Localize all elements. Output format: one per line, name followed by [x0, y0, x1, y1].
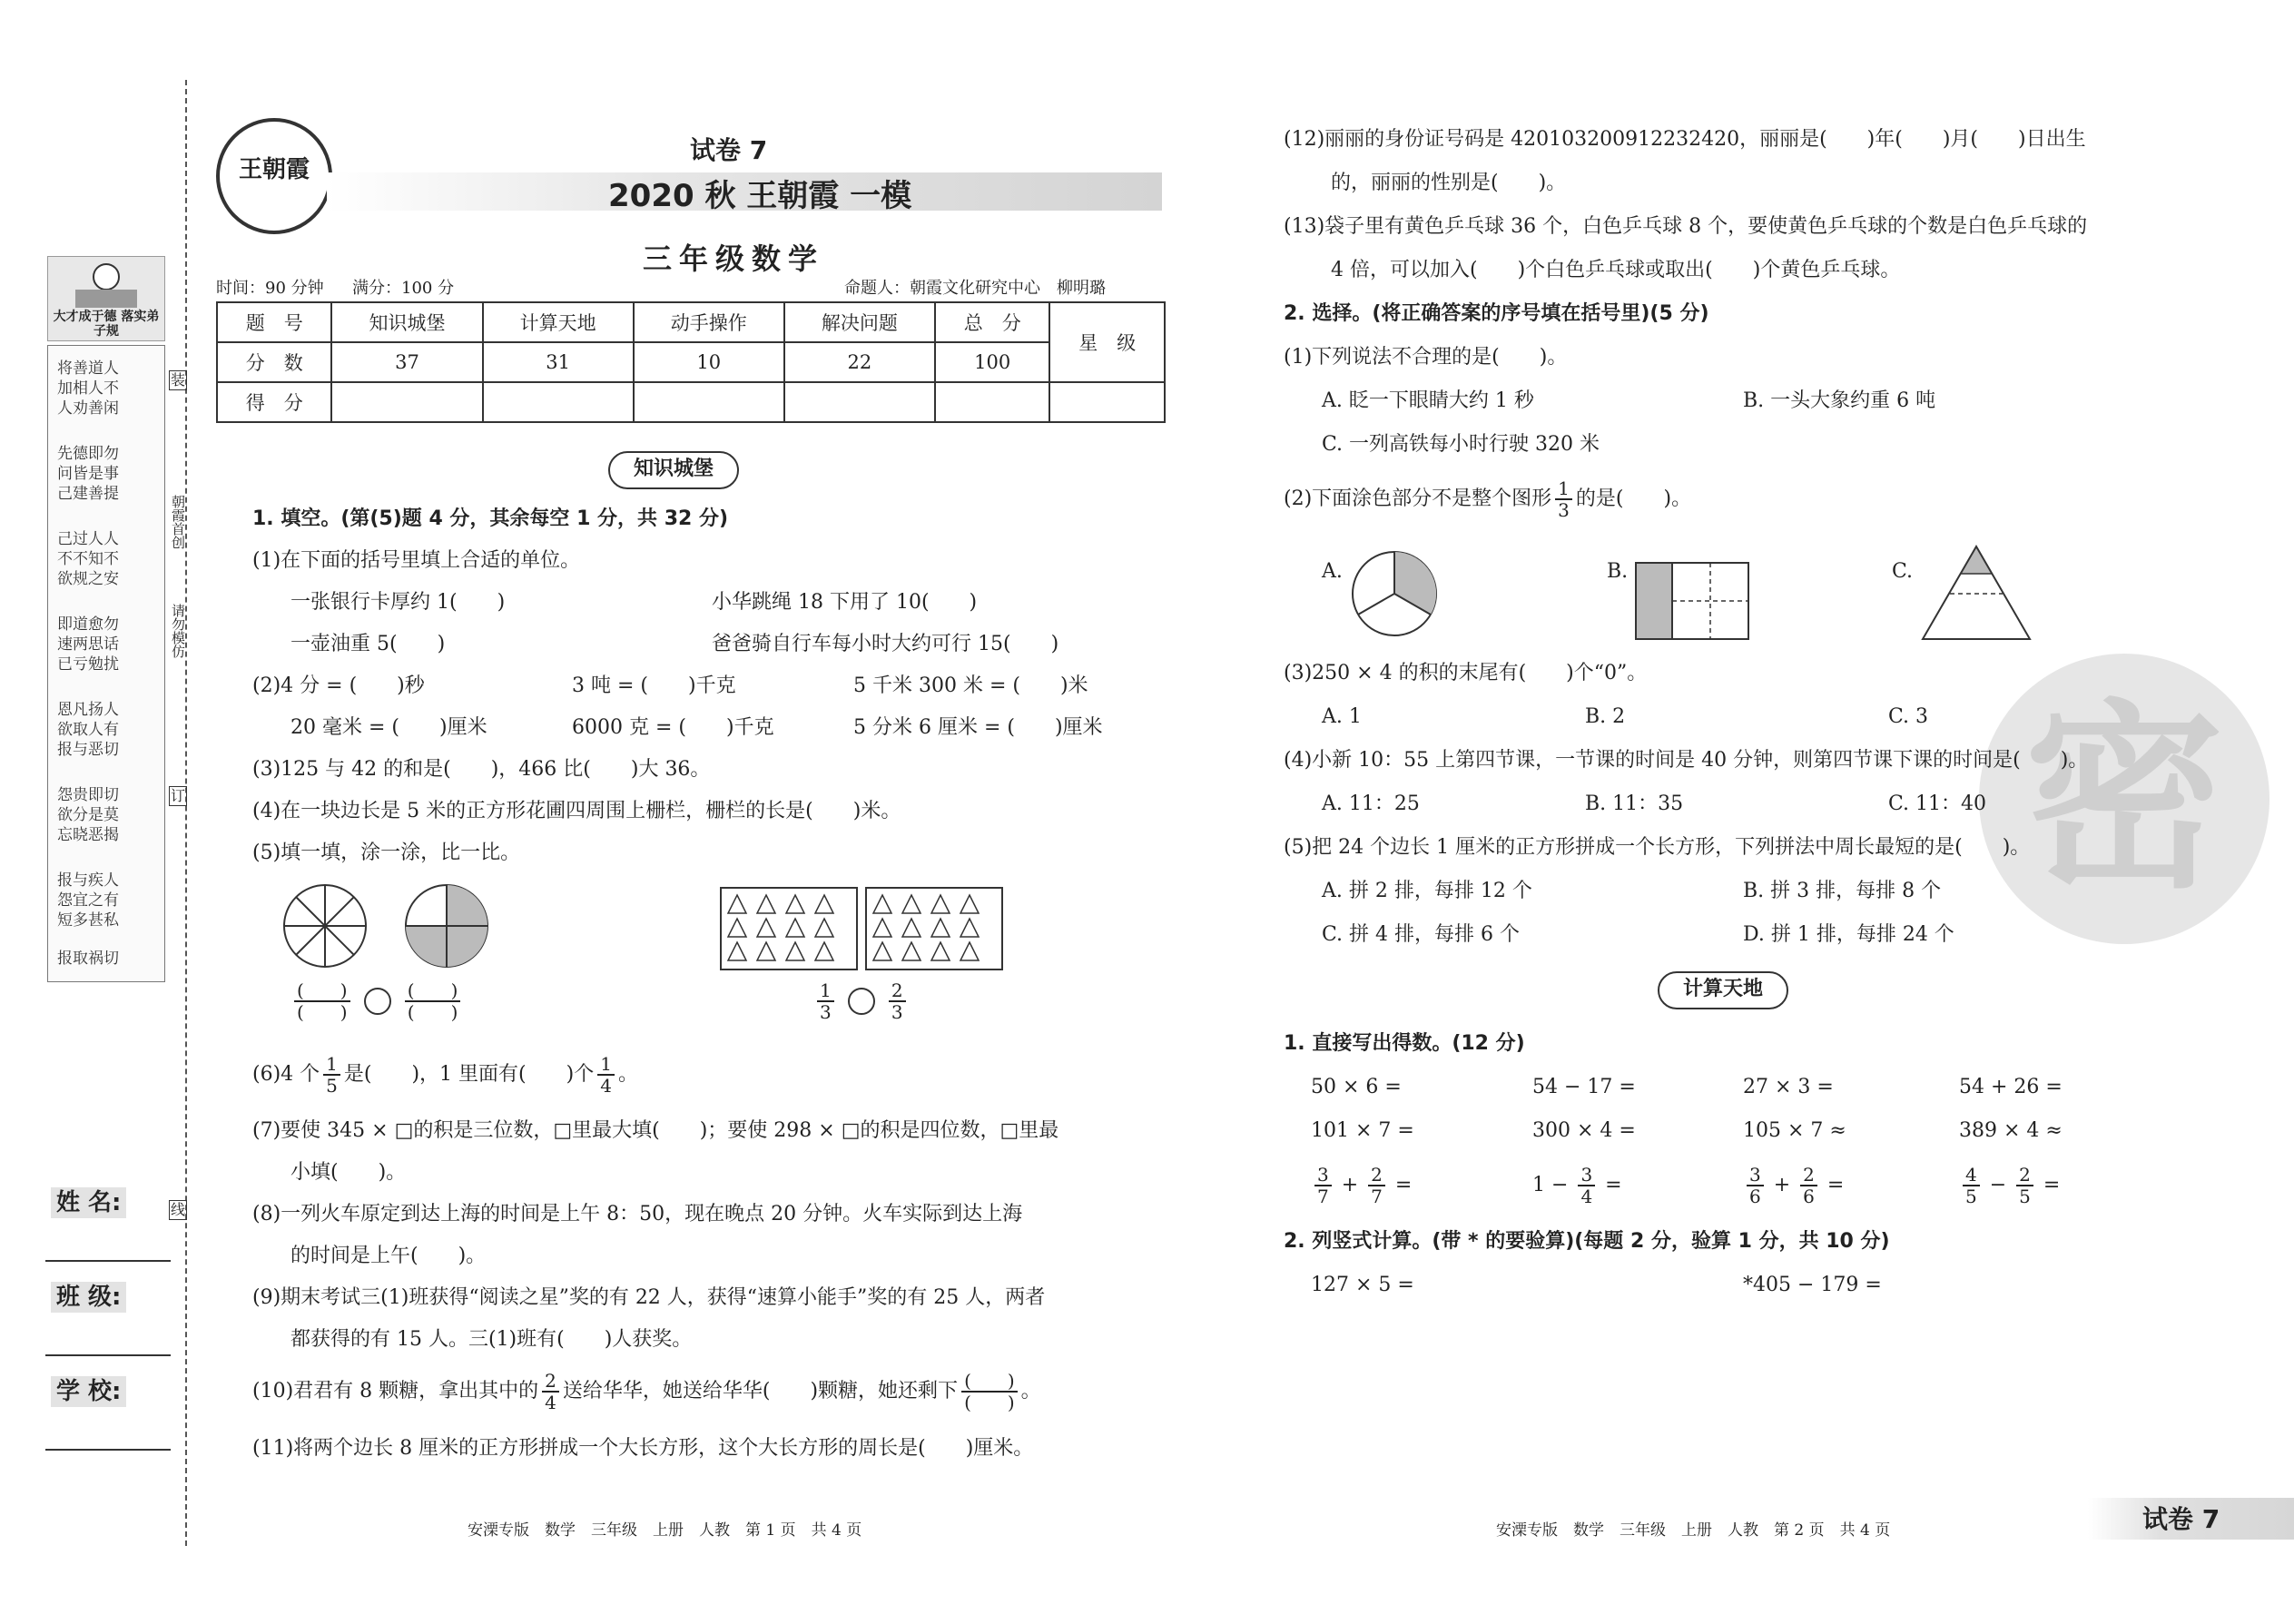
svg-text:报与疾人: 报与疾人 [57, 871, 119, 890]
sidebar-banner [47, 256, 165, 341]
svg-text:短多甚私: 短多甚私 [57, 911, 119, 930]
compare-circle-1[interactable] [364, 988, 391, 1015]
got-cell-2[interactable] [483, 382, 634, 422]
svg-text:恩凡扬人: 恩凡扬人 [57, 701, 119, 719]
q1-13b: 4 倍，可以加入( )个白色乒乓球或取出( )个黄色乒乓球。 [1331, 259, 1901, 281]
c2-a[interactable]: 127 × 5 = [1311, 1274, 1414, 1296]
sidebar-banner-text: 大才成于德 落实弟子规 [53, 310, 160, 339]
c2-b[interactable]: *405 − 179 = [1743, 1274, 1882, 1296]
q1-6: (6)4 个 $\frac{1}{5}$ 是( )，1 里面有( )个 $\frac{1}{4}$ 。 [252, 1053, 638, 1097]
got-cell-rating[interactable] [1049, 382, 1165, 422]
corner-tab [2088, 1498, 2294, 1540]
svg-text:不不知不: 不不知不 [57, 550, 119, 568]
motto-columns [48, 346, 164, 981]
binding-stamp-2: 订 [171, 787, 186, 804]
q1-8a: (8)一列火车原定到达上海的时间是上午 8：50，现在晚点 20 分钟。火车实际到达上海 [252, 1203, 1023, 1225]
svg-text:速两思话: 速两思话 [57, 635, 119, 654]
q2-3B[interactable]: B. 2 [1585, 705, 1626, 728]
q2-5C[interactable]: C. 拼 4 排，每排 6 个 [1322, 923, 1521, 946]
svg-text:报取祸切: 报取祸切 [57, 950, 119, 968]
c1-r3-2[interactable]: 1 − $\frac{3}{4}$ = [1532, 1164, 1622, 1207]
q2-1A[interactable]: A. 眨一下眼睛大约 1 秒 [1322, 389, 1534, 412]
got-cell-4[interactable] [784, 382, 935, 422]
q1-2a: (2)4 分 = ( )秒 [252, 674, 425, 697]
q2-3A[interactable]: A. 1 [1322, 705, 1362, 728]
q1-1b: 小华跳绳 18 下用了 10( ) [712, 591, 978, 614]
q1-9b: 都获得的有 15 人。三(1)班有( )人获奖。 [290, 1328, 693, 1351]
score-header-4: 动手操作 [634, 302, 784, 342]
q1-12b: 的，丽丽的性别是( )。 [1331, 172, 1567, 194]
q1-9a: (9)期末考试三(1)班获得“阅读之星”奖的有 22 人，获得“速算小能手”奖的有 25 人，两者 [252, 1286, 1046, 1309]
c1-r1-3[interactable]: 27 × 3 = [1743, 1076, 1834, 1098]
exam-time: 时间：90 分钟 [216, 279, 324, 298]
q1-5-compare-right[interactable]: $\frac{1}{3}$ $\frac{2}{3}$ [813, 980, 910, 1022]
q1-2d: 20 毫米 = ( )厘米 [290, 716, 487, 739]
q1-12a: (12)丽丽的身份证号码是 420103200912232420，丽丽是( )年( )月( )日出生 [1284, 128, 2086, 151]
circle-eighths [284, 885, 366, 967]
q2-3: (3)250 × 4 的积的末尾有( )个“0”。 [1284, 662, 1648, 684]
q1-2e: 6000 克 = ( )千克 [572, 716, 774, 739]
svg-text:即道愈勿: 即道愈勿 [57, 615, 119, 634]
q2-5D[interactable]: D. 拼 1 排，每排 24 个 [1743, 923, 1954, 946]
school-line[interactable] [45, 1449, 171, 1451]
q1-2b: 3 吨 = ( )千克 [572, 674, 736, 697]
brand-logo-text: 王朝霞 [238, 156, 310, 183]
q2-5: (5)把 24 个边长 1 厘米的正方形拼成一个长方形，下列拼法中周长最短的是( )。 [1284, 836, 2031, 859]
svg-text:人劝善闲: 人劝善闲 [57, 399, 119, 418]
scholar-icon [48, 257, 164, 311]
footer-left: 安溧专版 数学 三年级 上册 人教 第 1 页 共 4 页 [468, 1521, 862, 1540]
svg-text:怨宜之有: 怨宜之有 [57, 891, 119, 910]
exam-title: 2020 秋 王朝霞 一模 [608, 178, 912, 214]
c1-r3-1[interactable]: $\frac{3}{7}$ + $\frac{2}{7}$ = [1311, 1160, 1412, 1211]
q1-1c: 一壶油重 5( ) [290, 633, 446, 655]
q2-2C-label[interactable]: C. [1892, 560, 1914, 583]
svg-text:将善道人: 将善道人 [57, 359, 119, 378]
svg-text:先德即勿: 先德即勿 [57, 445, 119, 463]
q2-3C[interactable]: C. 3 [1888, 705, 1929, 728]
svg-text:欲取人有: 欲取人有 [57, 721, 119, 739]
corner-paper-no: 试卷 7 [2142, 1504, 2220, 1534]
q1-13a: (13)袋子里有黄色乒乓球 36 个，白色乒乓球 8 个，要使黄色乒乓球的个数是白色乒乓球的 [1284, 215, 2088, 238]
score-table [216, 301, 1166, 423]
score-value-3: 10 [634, 342, 784, 382]
q1-10: (10)君君有 8 颗糖，拿出其中的 $\frac{2}{4}$ 送给华华，她送给华华( )颗糖，她还剩下 $\frac{( )}{( )}$ 。 [252, 1370, 1041, 1413]
got-cell-total[interactable] [935, 382, 1049, 422]
brand-logo [216, 118, 332, 234]
q2-2A-circle-thirds [1351, 550, 1442, 641]
svg-text:已亏勉扰: 已亏勉扰 [57, 655, 119, 674]
class-label: 班 级: [51, 1282, 126, 1313]
q1-5-compare-left[interactable]: $\frac{( )}{( )}$ $\frac{( )}{( )}$ [290, 980, 464, 1022]
side-word-2: 请勿模仿 [170, 604, 186, 658]
q1-2c: 5 千米 300 米 = ( )米 [853, 674, 1088, 697]
binding-stamp-1: 装 [171, 371, 186, 389]
svg-text:加相人不: 加相人不 [57, 379, 119, 398]
c1-r2-2[interactable]: 300 × 4 = [1532, 1119, 1636, 1142]
c2-title: 2. 列竖式计算。(带 * 的要验算)(每题 2 分，验算 1 分，共 10 分) [1284, 1230, 1890, 1253]
q1-5-circles [281, 882, 508, 982]
q2-4B[interactable]: B. 11：35 [1585, 792, 1684, 815]
paper-number: 试卷 7 [690, 135, 768, 165]
q1-1a: 一张银行卡厚约 1( ) [290, 591, 506, 614]
q2-2: (2)下面涂色部分不是整个图形 $\frac{1}{3}$ 的是( )。 [1284, 477, 1692, 521]
binding-stamp-3: 线 [171, 1201, 186, 1218]
score-value-total: 100 [935, 342, 1049, 382]
q2-4C[interactable]: C. 11：40 [1888, 792, 1987, 815]
svg-text:报与恶切: 报与恶切 [57, 741, 119, 759]
score-header-rating: 星 级 [1049, 302, 1165, 382]
footer-right: 安溧专版 数学 三年级 上册 人教 第 2 页 共 4 页 [1496, 1521, 1891, 1540]
q1-5-triangles [717, 886, 1008, 973]
class-line[interactable] [45, 1354, 171, 1356]
q2-2A-label[interactable]: A. [1322, 560, 1343, 583]
svg-text:欲规之安: 欲规之安 [57, 570, 119, 588]
got-row-label: 得 分 [217, 382, 331, 422]
got-cell-3[interactable] [634, 382, 784, 422]
watermark-char: 密 [2023, 683, 2224, 915]
q2-5B[interactable]: B. 拼 3 排，每排 8 个 [1743, 880, 1942, 902]
q2-2B-label[interactable]: B. [1607, 560, 1629, 583]
q1-5: (5)填一填，涂一涂，比一比。 [252, 842, 521, 864]
c1-r2-1[interactable]: 101 × 7 = [1311, 1119, 1414, 1142]
q1-4: (4)在一块边长是 5 米的正方形花圃四周围上栅栏，栅栏的长是( )米。 [252, 800, 901, 822]
name-line[interactable] [45, 1260, 171, 1262]
svg-text:问皆是事: 问皆是事 [57, 465, 119, 483]
q2-1: (1)下列说法不合理的是( )。 [1284, 346, 1568, 369]
q2-2C-triangle [1919, 543, 2033, 643]
q1-2f: 5 分米 6 厘米 = ( )厘米 [853, 716, 1103, 739]
q2-2B-rectangle [1634, 561, 1752, 643]
svg-text:己过人人: 己过人人 [57, 530, 119, 548]
c1-r3-3[interactable]: $\frac{3}{6}$ + $\frac{2}{6}$ = [1743, 1160, 1844, 1211]
c1-r2-3[interactable]: 105 × 7 ≈ [1743, 1119, 1846, 1142]
section-calculation: 计算天地 [1658, 971, 1788, 1009]
svg-text:忘晓恶揭: 忘晓恶揭 [57, 826, 119, 844]
q2-5A[interactable]: A. 拼 2 排，每排 12 个 [1322, 880, 1532, 902]
binding-dashed-line [185, 80, 187, 1546]
c1-title: 1. 直接写出得数。(12 分) [1284, 1032, 1525, 1055]
circle-quarters-shaded [406, 885, 487, 967]
c1-r1-2[interactable]: 54 − 17 = [1532, 1076, 1636, 1098]
score-header-3: 计算天地 [483, 302, 634, 342]
score-header-6: 总 分 [935, 302, 1049, 342]
q2-4A[interactable]: A. 11：25 [1322, 792, 1420, 815]
q2-title: 2. 选择。(将正确答案的序号填在括号里)(5 分) [1284, 302, 1709, 325]
q1-1: (1)在下面的括号里填上合适的单位。 [252, 549, 581, 572]
author: 命题人：朝霞文化研究中心 柳明璐 [844, 279, 1106, 298]
section-knowledge-castle: 知识城堡 [608, 451, 739, 489]
q1-7a: (7)要使 345 × □的积是三位数，□里最大填( )；要使 298 × □的积是四位数，□里最 [252, 1119, 1059, 1142]
compare-circle-2[interactable] [848, 988, 875, 1015]
c1-r3-4[interactable]: $\frac{4}{5}$ − $\frac{2}{5}$ = [1959, 1160, 2060, 1211]
name-label: 姓 名: [51, 1187, 126, 1218]
c1-r1-1[interactable]: 50 × 6 = [1311, 1076, 1402, 1098]
c1-r2-4[interactable]: 389 × 4 ≈ [1959, 1119, 2063, 1142]
score-row-label: 分 数 [217, 342, 331, 382]
q1-3: (3)125 与 42 的和是( )，466 比( )大 36。 [252, 758, 711, 781]
full-score: 满分：100 分 [352, 279, 455, 298]
q2-1B[interactable]: B. 一头大象约重 6 吨 [1743, 389, 1936, 412]
subject-title: 三年级数学 [643, 241, 825, 276]
score-value-4: 22 [784, 342, 935, 382]
svg-text:己建善提: 己建善提 [57, 485, 119, 503]
q1-1d: 爸爸骑自行车每小时大约可行 15( ) [712, 633, 1059, 655]
score-header-2: 知识城堡 [331, 302, 482, 342]
got-cell-1[interactable] [331, 382, 482, 422]
motto-panel [47, 345, 165, 982]
q1-8b: 的时间是上午( )。 [290, 1245, 487, 1267]
score-value-2: 31 [483, 342, 634, 382]
confidential-watermark [1979, 654, 2269, 944]
c1-r1-4[interactable]: 54 + 26 = [1959, 1076, 2063, 1098]
score-header-1: 题 号 [217, 302, 331, 342]
q2-4: (4)小新 10：55 上第四节课，一节课的时间是 40 分钟，则第四节课下课的时间是( )。 [1284, 749, 2089, 772]
q1-title: 1. 填空。(第(5)题 4 分，其余每空 1 分，共 32 分) [252, 507, 729, 530]
score-value-1: 37 [331, 342, 482, 382]
school-label: 学 校: [51, 1376, 126, 1407]
side-word-1: 朝霞首创 [170, 495, 186, 549]
q2-1C[interactable]: C. 一列高铁每小时行驶 320 米 [1322, 433, 1600, 456]
score-header-5: 解决问题 [784, 302, 935, 342]
svg-text:欲分是莫: 欲分是莫 [57, 806, 119, 824]
svg-text:怨贵即切: 怨贵即切 [57, 786, 119, 804]
q1-11: (11)将两个边长 8 厘米的正方形拼成一个大长方形，这个大长方形的周长是( )厘米。 [252, 1437, 1034, 1460]
q1-7b: 小填( )。 [290, 1161, 407, 1184]
